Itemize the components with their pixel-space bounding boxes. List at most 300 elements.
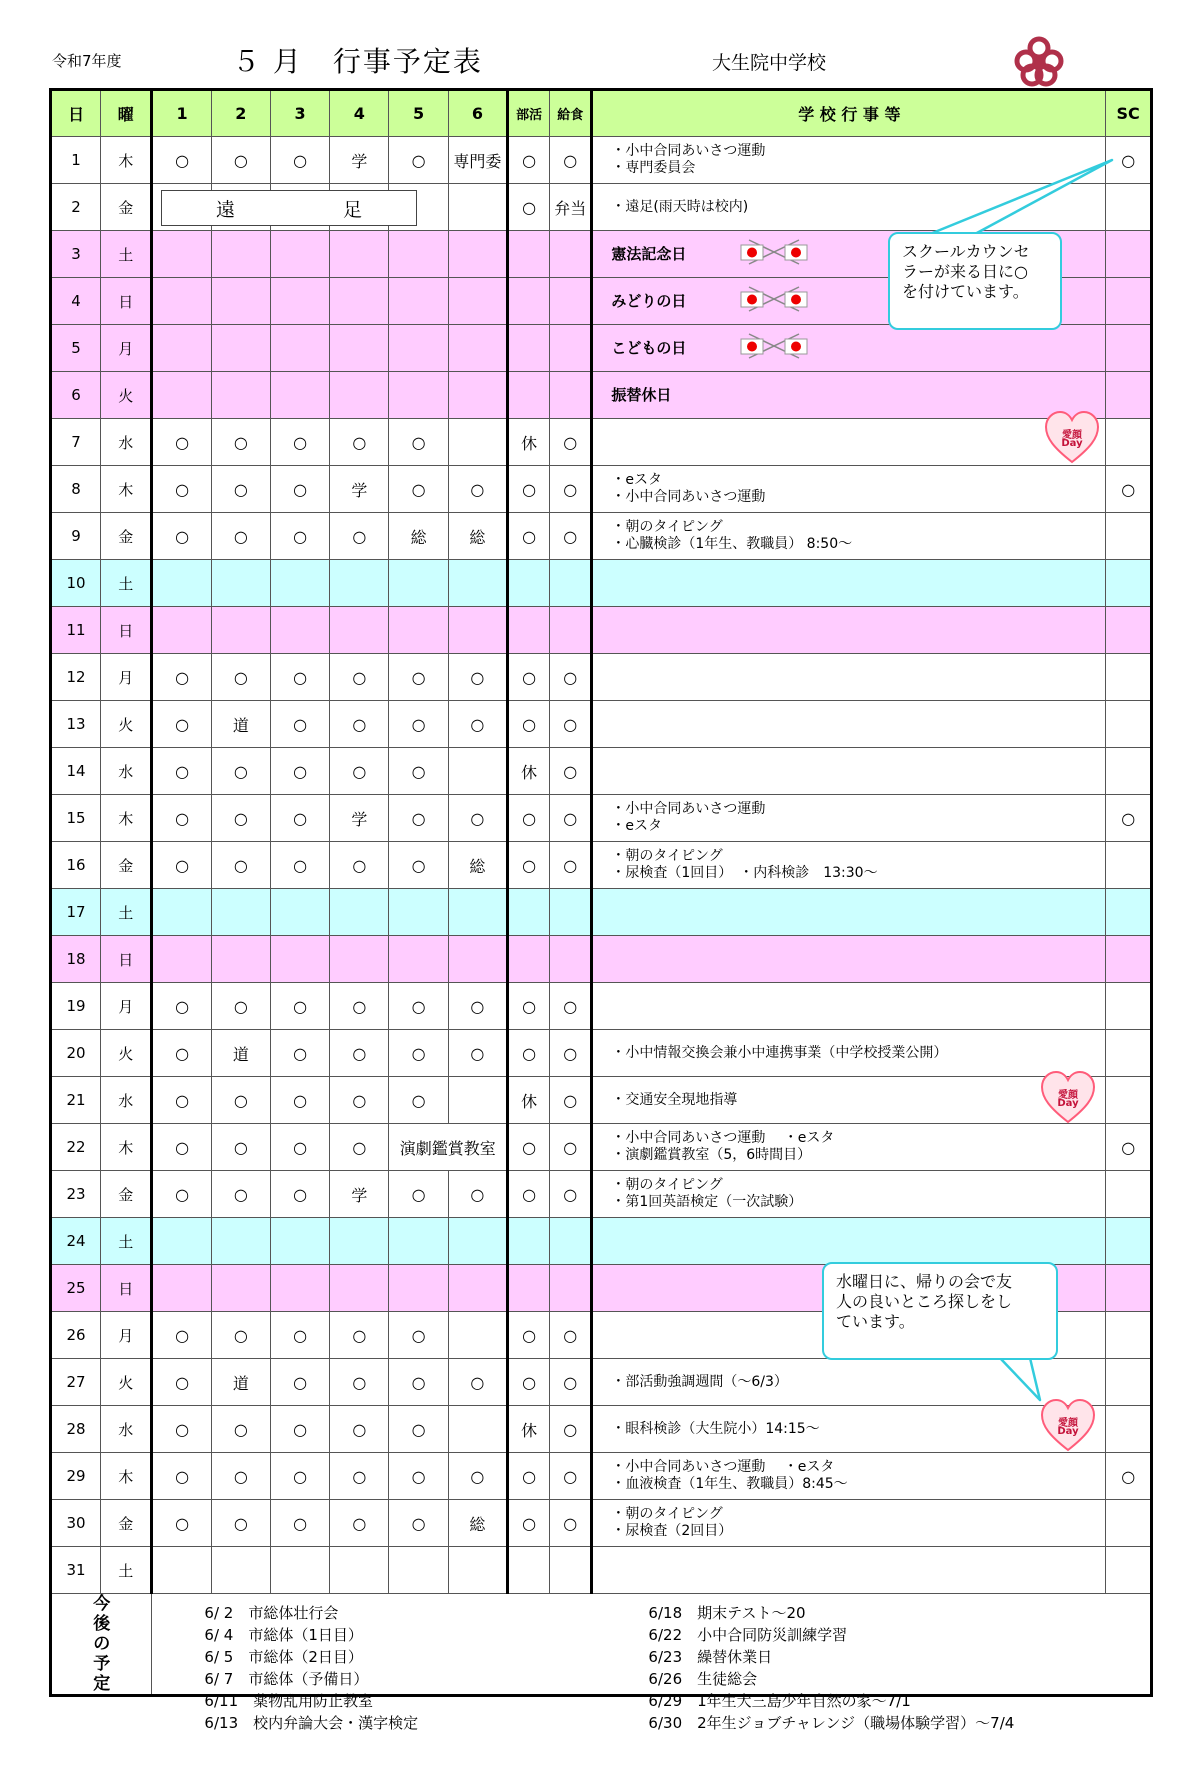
- event-text: ・専門委員会: [611, 160, 696, 176]
- period-5-cell: 演劇鑑賞教室: [389, 1124, 508, 1171]
- day-number: 19: [51, 983, 101, 1030]
- callout-text: を付けています。: [902, 282, 1029, 301]
- period-4-cell: [330, 1218, 389, 1265]
- period-6-cell: ○: [448, 1171, 507, 1218]
- period-6-cell: [448, 607, 507, 654]
- period-1-cell: [152, 889, 211, 936]
- schedule-row: [51, 1171, 1152, 1218]
- day-number: 23: [51, 1171, 101, 1218]
- sc-cell: [1106, 842, 1152, 889]
- sc-cell: [1106, 278, 1152, 325]
- period-2-cell: ○: [211, 1312, 270, 1359]
- callout-text: 人の良いところ探しをし: [836, 1292, 1013, 1311]
- page-header: [0, 0, 1200, 88]
- page-title: ５ 月 行事予定表: [232, 45, 483, 78]
- schedule-row: [51, 889, 1152, 936]
- events-cell: [592, 1359, 1106, 1406]
- sc-cell: [1106, 419, 1152, 466]
- col-day: 日: [51, 90, 101, 137]
- weekday: 金: [101, 184, 152, 231]
- period-1-cell: ○: [152, 513, 211, 560]
- club-cell: [508, 936, 550, 983]
- weekday: 土: [101, 560, 152, 607]
- club-cell: ○: [508, 654, 550, 701]
- period-2-cell: 道: [211, 1030, 270, 1077]
- period-5-cell: ○: [389, 466, 448, 513]
- day-number: 18: [51, 936, 101, 983]
- col-events: 学 校 行 事 等: [592, 90, 1106, 137]
- sc-cell: [1106, 1030, 1152, 1077]
- sc-cell: [1106, 325, 1152, 372]
- events-cell: [592, 842, 1106, 889]
- heart-label: 愛顔: [1058, 1090, 1078, 1101]
- schedule-row: [51, 748, 1152, 795]
- events-cell: [592, 654, 1106, 701]
- events-cell: [592, 560, 1106, 607]
- schedule-row: [51, 983, 1152, 1030]
- period-6-cell: [448, 1077, 507, 1124]
- period-1-cell: [152, 1265, 211, 1312]
- events-cell: [592, 1500, 1106, 1547]
- period-5-cell: ○: [389, 1030, 448, 1077]
- weekday: 木: [101, 795, 152, 842]
- period-3-cell: [270, 278, 329, 325]
- period-5-cell: [389, 1547, 448, 1594]
- weekday: 木: [101, 466, 152, 513]
- period-6-cell: [448, 1547, 507, 1594]
- future-label-char: 予: [93, 1654, 111, 1674]
- period-4-cell: ○: [330, 842, 389, 889]
- day-number: 22: [51, 1124, 101, 1171]
- future-item: 6/18 期末テスト～20: [648, 1604, 806, 1622]
- period-2-cell: [211, 560, 270, 607]
- event-text: ・小中合同あいさつ運動 ・eスタ: [611, 1459, 835, 1475]
- club-cell: ○: [508, 1312, 550, 1359]
- event-text: ・朝のタイピング: [611, 1506, 723, 1522]
- event-text: 憲法記念日: [611, 244, 687, 263]
- event-text: ・血液検査（1年生、教職員）8:45～: [611, 1476, 848, 1492]
- period-6-cell: 専門委: [448, 137, 507, 184]
- lunch-cell: ○: [550, 466, 592, 513]
- col-period-4: 4: [330, 90, 389, 137]
- school-name: 大生院中学校: [712, 52, 827, 74]
- day-number: 11: [51, 607, 101, 654]
- events-cell: [592, 1547, 1106, 1594]
- period-2-cell: ○: [211, 1171, 270, 1218]
- fiscal-year: 令和7年度: [52, 52, 122, 70]
- future-label-char: 今: [93, 1594, 111, 1614]
- period-1-cell: [152, 1547, 211, 1594]
- day-number: 24: [51, 1218, 101, 1265]
- event-text: ・eスタ: [611, 818, 662, 834]
- lunch-cell: 弁当: [550, 184, 592, 231]
- schedule-row: [51, 184, 1152, 231]
- club-cell: ○: [508, 466, 550, 513]
- period-3-cell: [270, 372, 329, 419]
- lunch-cell: [550, 560, 592, 607]
- callout-text: 水曜日に、帰りの会で友: [836, 1272, 1013, 1291]
- period-3-cell: ○: [270, 1312, 329, 1359]
- lunch-cell: ○: [550, 1359, 592, 1406]
- lunch-cell: [550, 889, 592, 936]
- future-label-char: の: [93, 1634, 111, 1654]
- schedule-row: [51, 560, 1152, 607]
- period-2-cell: [211, 607, 270, 654]
- sc-cell: [1106, 701, 1152, 748]
- day-number: 17: [51, 889, 101, 936]
- sc-cell: [1106, 936, 1152, 983]
- period-3-cell: [270, 325, 329, 372]
- period-3-cell: [270, 1547, 329, 1594]
- period-1-cell: ○: [152, 983, 211, 1030]
- future-item: 6/11 薬物乱用防止教室: [204, 1692, 374, 1710]
- period-6-cell: 総: [448, 1500, 507, 1547]
- events-cell: [592, 1171, 1106, 1218]
- club-cell: ○: [508, 513, 550, 560]
- club-cell: [508, 1547, 550, 1594]
- day-number: 13: [51, 701, 101, 748]
- day-number: 9: [51, 513, 101, 560]
- events-cell: [592, 419, 1106, 466]
- period-5-cell: ○: [389, 1453, 448, 1500]
- schedule-row: [51, 1124, 1152, 1171]
- future-item: 6/22 小中合同防災訓練学習: [648, 1626, 848, 1644]
- period-6-cell: 総: [448, 513, 507, 560]
- future-item: 6/29 1年生大三島少年自然の家～7/1: [648, 1692, 911, 1710]
- period-5-cell: ○: [389, 1406, 448, 1453]
- day-number: 10: [51, 560, 101, 607]
- period-4-cell: ○: [330, 1406, 389, 1453]
- event-text: こどもの日: [611, 338, 687, 357]
- period-6-cell: ○: [448, 466, 507, 513]
- period-6-cell: ○: [448, 795, 507, 842]
- period-2-cell: ○: [211, 1077, 270, 1124]
- period-5-cell: ○: [389, 1171, 448, 1218]
- day-number: 28: [51, 1406, 101, 1453]
- club-cell: [508, 607, 550, 654]
- day-number: 21: [51, 1077, 101, 1124]
- day-number: 20: [51, 1030, 101, 1077]
- schedule-row: [51, 466, 1152, 513]
- period-4-cell: [330, 607, 389, 654]
- future-item: 6/26 生徒総会: [648, 1670, 758, 1688]
- sc-cell: [1106, 184, 1152, 231]
- period-3-cell: ○: [270, 983, 329, 1030]
- schedule-row: [51, 1030, 1152, 1077]
- sc-cell: ○: [1106, 137, 1152, 184]
- period-3-cell: ○: [270, 1359, 329, 1406]
- period-4-cell: 学: [330, 137, 389, 184]
- future-label-char: 後: [93, 1614, 111, 1634]
- events-cell: [592, 325, 1106, 372]
- period-4-cell: ○: [330, 983, 389, 1030]
- day-number: 1: [51, 137, 101, 184]
- period-1-cell: [152, 231, 211, 278]
- period-5-cell: [389, 936, 448, 983]
- lunch-cell: ○: [550, 842, 592, 889]
- period-4-cell: 学: [330, 1171, 389, 1218]
- period-5-cell: [389, 1218, 448, 1265]
- period-1-cell: ○: [152, 1124, 211, 1171]
- period-1-cell: ○: [152, 1030, 211, 1077]
- col-period-3: 3: [270, 90, 329, 137]
- period-2-cell: ○: [211, 1453, 270, 1500]
- lunch-cell: ○: [550, 137, 592, 184]
- lunch-cell: ○: [550, 1500, 592, 1547]
- period-2-cell: ○: [211, 983, 270, 1030]
- col-period-2: 2: [211, 90, 270, 137]
- weekday: 土: [101, 1218, 152, 1265]
- schedule-row: [51, 654, 1152, 701]
- excursion-box: [161, 190, 417, 226]
- event-text: 振替休日: [611, 385, 672, 404]
- period-5-cell: [389, 607, 448, 654]
- weekday: 日: [101, 278, 152, 325]
- period-4-cell: ○: [330, 1359, 389, 1406]
- period-2-cell: ○: [211, 654, 270, 701]
- sc-cell: ○: [1106, 1124, 1152, 1171]
- schedule-row: [51, 701, 1152, 748]
- period-5-cell: ○: [389, 1312, 448, 1359]
- events-cell: [592, 1453, 1106, 1500]
- club-cell: 休: [508, 1077, 550, 1124]
- period-4-cell: [330, 889, 389, 936]
- note-callout: [888, 232, 1062, 330]
- club-cell: ○: [508, 137, 550, 184]
- period-4-cell: ○: [330, 1077, 389, 1124]
- lunch-cell: ○: [550, 1406, 592, 1453]
- period-5-cell: [389, 889, 448, 936]
- col-weekday: 曜: [101, 90, 152, 137]
- weekday: 火: [101, 701, 152, 748]
- schedule-row: [51, 842, 1152, 889]
- period-5-cell: ○: [389, 842, 448, 889]
- period-6-cell: [448, 231, 507, 278]
- sc-cell: [1106, 654, 1152, 701]
- period-4-cell: ○: [330, 1124, 389, 1171]
- period-2-cell: ○: [211, 1406, 270, 1453]
- period-1-cell: [152, 936, 211, 983]
- period-2-cell: [211, 1218, 270, 1265]
- heart-label: Day: [1057, 1098, 1079, 1109]
- period-2-cell: [211, 889, 270, 936]
- period-5-cell: [389, 278, 448, 325]
- club-cell: ○: [508, 1359, 550, 1406]
- event-text: ・尿検査（2回目）: [611, 1523, 733, 1539]
- period-3-cell: ○: [270, 1077, 329, 1124]
- lunch-cell: [550, 231, 592, 278]
- period-3-cell: ○: [270, 701, 329, 748]
- events-cell: [592, 748, 1106, 795]
- period-2-cell: 道: [211, 701, 270, 748]
- sc-cell: [1106, 1265, 1152, 1312]
- event-text: ・交通安全現地指導: [611, 1091, 738, 1108]
- period-5-cell: [389, 372, 448, 419]
- period-6-cell: [448, 936, 507, 983]
- future-item: 6/ 7 市総体（予備日）: [204, 1670, 369, 1688]
- sc-cell: ○: [1106, 466, 1152, 513]
- period-4-cell: 学: [330, 466, 389, 513]
- period-4-cell: ○: [330, 1030, 389, 1077]
- period-6-cell: ○: [448, 1359, 507, 1406]
- lunch-cell: ○: [550, 513, 592, 560]
- period-6-cell: [448, 1218, 507, 1265]
- smile-day-heart-icon: [1040, 1398, 1096, 1454]
- event-text: ・第1回英語検定（一次試験）: [611, 1194, 803, 1210]
- event-text: ・朝のタイピング: [611, 519, 723, 535]
- club-cell: [508, 231, 550, 278]
- day-number: 16: [51, 842, 101, 889]
- period-2-cell: ○: [211, 1500, 270, 1547]
- period-1-cell: [152, 1218, 211, 1265]
- weekday: 月: [101, 325, 152, 372]
- period-4-cell: ○: [330, 701, 389, 748]
- period-1-cell: [152, 372, 211, 419]
- event-text: ・演劇鑑賞教室（5，6時間目）: [611, 1147, 812, 1163]
- day-number: 25: [51, 1265, 101, 1312]
- period-3-cell: ○: [270, 1124, 329, 1171]
- period-4-cell: [330, 560, 389, 607]
- sc-cell: ○: [1106, 795, 1152, 842]
- period-5-cell: ○: [389, 1500, 448, 1547]
- day-number: 30: [51, 1500, 101, 1547]
- club-cell: ○: [508, 842, 550, 889]
- weekday: 月: [101, 983, 152, 1030]
- period-4-cell: [330, 1265, 389, 1312]
- col-lunch: 給食: [550, 90, 592, 137]
- weekday: 木: [101, 137, 152, 184]
- period-2-cell: ○: [211, 795, 270, 842]
- period-3-cell: ○: [270, 842, 329, 889]
- period-5-cell: ○: [389, 1077, 448, 1124]
- day-number: 26: [51, 1312, 101, 1359]
- period-2-cell: ○: [211, 842, 270, 889]
- col-period-5: 5: [389, 90, 448, 137]
- event-text: ・小中合同あいさつ運動: [611, 143, 766, 159]
- period-3-cell: [270, 1265, 329, 1312]
- event-text: ・部活動強調週間（～6/3）: [611, 1373, 788, 1390]
- future-list-left: [204, 1602, 418, 1734]
- future-item: 6/ 2 市総体壮行会: [204, 1604, 339, 1622]
- sc-cell: [1106, 889, 1152, 936]
- event-text: ・朝のタイピング: [611, 1177, 723, 1193]
- period-1-cell: ○: [152, 419, 211, 466]
- events-cell: [592, 1124, 1106, 1171]
- period-1-cell: ○: [152, 1312, 211, 1359]
- lunch-cell: [550, 278, 592, 325]
- sc-cell: [1106, 1547, 1152, 1594]
- events-cell: [592, 1406, 1106, 1453]
- period-1-cell: [152, 560, 211, 607]
- period-1-cell: ○: [152, 748, 211, 795]
- day-number: 6: [51, 372, 101, 419]
- weekday: 土: [101, 889, 152, 936]
- weekday: 水: [101, 1077, 152, 1124]
- club-cell: [508, 278, 550, 325]
- future-item: 6/ 4 市総体（1日目）: [204, 1626, 363, 1644]
- period-4-cell: [330, 1547, 389, 1594]
- schedule-row: [51, 1359, 1152, 1406]
- period-1-cell: [152, 278, 211, 325]
- excursion-label: 足: [342, 198, 362, 221]
- period-3-cell: [270, 607, 329, 654]
- period-6-cell: [448, 1312, 507, 1359]
- period-1-cell: [152, 607, 211, 654]
- event-text: ・朝のタイピング: [611, 848, 723, 864]
- excursion-label: 遠: [215, 198, 235, 221]
- sc-cell: [1106, 1077, 1152, 1124]
- period-5-cell: ○: [389, 701, 448, 748]
- period-3-cell: [270, 1218, 329, 1265]
- period-5-cell: [389, 1265, 448, 1312]
- period-1-cell: ○: [152, 1453, 211, 1500]
- future-item: 6/23 繰替休業日: [648, 1648, 773, 1666]
- weekday: 火: [101, 372, 152, 419]
- day-number: 8: [51, 466, 101, 513]
- schedule-row: [51, 137, 1152, 184]
- future-list-right: [648, 1602, 1014, 1734]
- period-1-cell: ○: [152, 1359, 211, 1406]
- club-cell: [508, 560, 550, 607]
- future-list: [152, 1594, 1152, 1732]
- period-6-cell: [448, 325, 507, 372]
- period-6-cell: ○: [448, 654, 507, 701]
- club-cell: [508, 325, 550, 372]
- period-5-cell: ○: [389, 983, 448, 1030]
- sc-cell: [1106, 513, 1152, 560]
- events-cell: [592, 701, 1106, 748]
- period-2-cell: ○: [211, 137, 270, 184]
- period-4-cell: 学: [330, 795, 389, 842]
- period-3-cell: ○: [270, 1030, 329, 1077]
- period-5-cell: ○: [389, 654, 448, 701]
- period-1-cell: ○: [152, 1171, 211, 1218]
- future-item: 6/30 2年生ジョブチャレンジ（職場体験学習）～7/4: [648, 1714, 1015, 1732]
- weekday: 水: [101, 419, 152, 466]
- day-number: 14: [51, 748, 101, 795]
- period-6-cell: [448, 1265, 507, 1312]
- club-cell: [508, 889, 550, 936]
- sc-cell: [1106, 607, 1152, 654]
- period-4-cell: [330, 278, 389, 325]
- weekday: 日: [101, 607, 152, 654]
- period-6-cell: ○: [448, 701, 507, 748]
- events-cell: [592, 1030, 1106, 1077]
- period-2-cell: [211, 1547, 270, 1594]
- lunch-cell: [550, 1547, 592, 1594]
- sc-cell: [1106, 372, 1152, 419]
- japan-flags-icon: [739, 238, 809, 270]
- period-2-cell: [211, 325, 270, 372]
- day-number: 29: [51, 1453, 101, 1500]
- weekday: 月: [101, 654, 152, 701]
- lunch-cell: ○: [550, 419, 592, 466]
- period-2-cell: [211, 372, 270, 419]
- event-text: ・小中合同あいさつ運動: [611, 489, 766, 505]
- period-1-cell: ○: [152, 654, 211, 701]
- events-cell: [592, 466, 1106, 513]
- schedule-row: [51, 513, 1152, 560]
- club-cell: 休: [508, 419, 550, 466]
- events-cell: [592, 607, 1106, 654]
- sc-cell: ○: [1106, 1453, 1152, 1500]
- callout-text: ラーが来る日に○: [902, 262, 1028, 281]
- events-cell: [592, 795, 1106, 842]
- future-label: [51, 1594, 152, 1696]
- period-4-cell: ○: [330, 419, 389, 466]
- event-text: ・小中合同あいさつ運動: [611, 801, 766, 817]
- japan-flags-icon: [739, 332, 809, 364]
